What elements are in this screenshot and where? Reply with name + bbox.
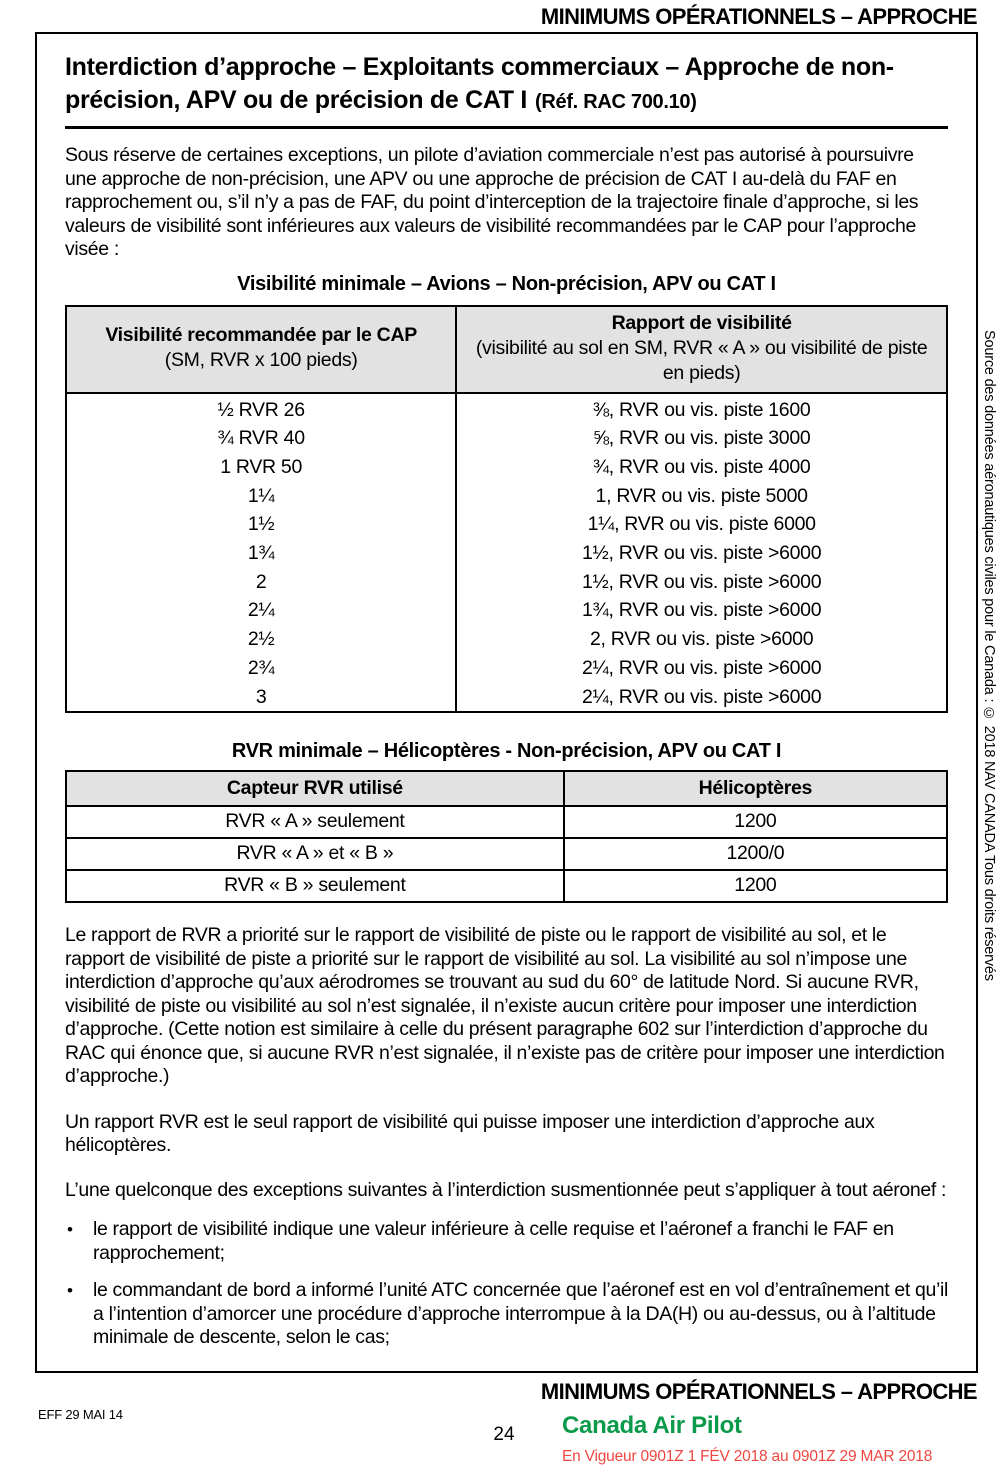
avions-visibility-table <box>65 305 948 714</box>
effective-date-code: EFF 29 MAI 14 <box>38 1407 123 1422</box>
rvr-sensor-cell: RVR « A » et « B » <box>66 838 564 870</box>
cap-visibility-cell: 1¼ <box>247 484 275 507</box>
table-row <box>66 806 947 838</box>
table-row <box>66 424 947 453</box>
visibility-report-cell: 1¼, RVR ou vis. piste 6000 <box>456 510 947 539</box>
table-row <box>66 625 947 654</box>
avions-col2-header <box>456 306 947 393</box>
table-row <box>66 838 947 870</box>
table-header-row <box>66 306 947 393</box>
visibility-report-cell: 1½, RVR ou vis. piste >6000 <box>456 568 947 597</box>
visibility-report-cell: 1½, RVR ou vis. piste >6000 <box>456 539 947 568</box>
helico-minimum-cell: 1200/0 <box>564 838 947 870</box>
page-title-main: Interdiction d’approche – Exploitants commerciaux – Approche de non-précision, APV ou de précision de CAT I <box>65 53 894 114</box>
bottom-running-header: MINIMUMS OPÉRATIONNELS – APPROCHE <box>540 1379 977 1404</box>
page-title <box>65 51 948 119</box>
cap-visibility-cell: 2 <box>255 570 267 593</box>
canada-air-pilot-brand: Canada Air Pilot <box>562 1412 742 1439</box>
exceptions-intro-paragraph: L’une quelconque des exceptions suivantes à l’interdiction susmentionnée peut s’appliquer à tout aéronef : <box>65 1178 947 1201</box>
table-row <box>66 393 947 425</box>
cap-visibility-cell: 1 RVR 50 <box>220 455 303 478</box>
cap-visibility-cell: 1¾ <box>247 542 275 565</box>
helico-rvr-table <box>65 770 948 903</box>
rvr-sensor-header: Capteur RVR utilisé <box>66 771 564 806</box>
list-item: • le rapport de visibilité indique une valeur inférieure à celle requise et l’aéronef a franchi le FAF en rapprochement; <box>65 1218 948 1265</box>
visibility-report-cell: 1¾, RVR ou vis. piste >6000 <box>456 596 947 625</box>
cap-visibility-cell: ½ RVR 26 <box>217 398 305 421</box>
content-box <box>35 32 978 1373</box>
helico-table-caption: RVR minimale – Hélicoptères - Non-précision, APV ou CAT I <box>231 740 782 763</box>
cap-visibility-cell: ¾ RVR 40 <box>217 427 305 450</box>
visibility-report-cell: 2¼, RVR ou vis. piste >6000 <box>456 683 947 713</box>
avions-col1-header <box>66 306 456 393</box>
exceptions-list <box>65 1218 948 1350</box>
avions-col2-header-title: Rapport de visibilité <box>611 311 792 334</box>
table-row <box>66 683 947 713</box>
title-divider <box>65 126 948 129</box>
table-row <box>66 482 947 511</box>
helico-minimum-cell: 1200 <box>564 806 947 838</box>
visibility-report-cell: ⅜, RVR ou vis. piste 1600 <box>456 393 947 425</box>
table-row <box>66 510 947 539</box>
cap-visibility-cell: 1½ <box>247 513 275 536</box>
table-row <box>66 596 947 625</box>
helicopteres-header: Hélicoptères <box>564 771 947 806</box>
table-row <box>66 539 947 568</box>
cap-visibility-cell: 2¾ <box>247 656 275 679</box>
priority-paragraph: Le rapport de RVR a priorité sur le rapport de visibilité de piste ou le rapport de visibilité au sol, et le rapport de visibilité de piste a priorité sur le rapport de visibilité au sol. La visibilité au sol n’impose une interdiction d’approche qu’aux aérodromes se trouvant au sud du 60° de latitude Nord. Si aucune RVR, visibilité de piste ou visibilité au sol n’est signalée, il n’existe aucun critère pour imposer une interdiction d’approche. (Cette notion est similaire à celle du présent paragraphe 602 sur l’interdiction d’approche du RAC qui énonce que, si aucune RVR n’est signalée, il n’existe pas de critère pour imposer une interdiction d’approche.) <box>65 924 945 1088</box>
top-running-header: MINIMUMS OPÉRATIONNELS – APPROCHE <box>540 4 977 29</box>
intro-paragraph: Sous réserve de certaines exceptions, un pilote d’aviation commerciale n’est pas autorisé à poursuivre une approche de non-précision, une APV ou une approche de précision de CAT I au-delà du FAF en rapprochement ou, s’il n’y a pas de FAF, du point d’interception de la trajectoire finale d’approche, si les valeurs de visibilité sont inférieures aux valeurs de visibilité recommandées par le CAP pour l’approche visée : <box>65 144 919 260</box>
table-row <box>66 870 947 902</box>
avions-col1-header-title: Visibilité recommandée par le CAP <box>105 324 417 346</box>
visibility-report-cell: ¾, RVR ou vis. piste 4000 <box>456 453 947 482</box>
avions-col1-header-sub: (SM, RVR x 100 pieds) <box>164 349 358 371</box>
avions-col2-header-sub: (visibilité au sol en SM, RVR « A » ou visibilité de piste en pieds) <box>475 336 928 384</box>
rvr-sensor-cell: RVR « A » seulement <box>66 806 564 838</box>
cap-visibility-cell: 2¼ <box>247 599 275 622</box>
avions-table-caption: Visibilité minimale – Avions – Non-précision, APV ou CAT I <box>237 272 776 295</box>
table-row <box>66 568 947 597</box>
helicopter-rvr-paragraph: Un rapport RVR est le seul rapport de visibilité qui puisse imposer une interdiction d’approche aux hélicoptères. <box>65 1110 875 1157</box>
copyright-side-note: Source des données aéronautiques civiles pour le Canada : © 2018 NAV CANADA Tous droits réservés <box>981 330 997 981</box>
visibility-report-cell: 1, RVR ou vis. piste 5000 <box>456 482 947 511</box>
table-row <box>66 453 947 482</box>
list-item: • le commandant de bord a informé l’unité ATC concernée que l’aéronef est en vol d’entraînement et qu’il a l’intention d’amorcer une procédure d’approche interrompue à la DA(H) ou au-dessus, ou à l’altitude minimale de descente, selon le cas; <box>65 1279 948 1350</box>
cap-visibility-cell: 3 <box>255 685 267 708</box>
rvr-sensor-cell: RVR « B » seulement <box>66 870 564 902</box>
visibility-report-cell: 2¼, RVR ou vis. piste >6000 <box>456 654 947 683</box>
cap-visibility-cell: 2½ <box>247 628 275 651</box>
visibility-report-cell: ⅝, RVR ou vis. piste 3000 <box>456 424 947 453</box>
page-title-reference: (Réf. RAC 700.10) <box>535 91 697 113</box>
helico-minimum-cell: 1200 <box>564 870 947 902</box>
validity-period: En Vigueur 0901Z 1 FÉV 2018 au 0901Z 29 MAR 2018 <box>562 1448 933 1465</box>
table-header-row <box>66 771 947 806</box>
table-row <box>66 654 947 683</box>
visibility-report-cell: 2, RVR ou vis. piste >6000 <box>456 625 947 654</box>
page-number: 24 <box>493 1424 515 1445</box>
